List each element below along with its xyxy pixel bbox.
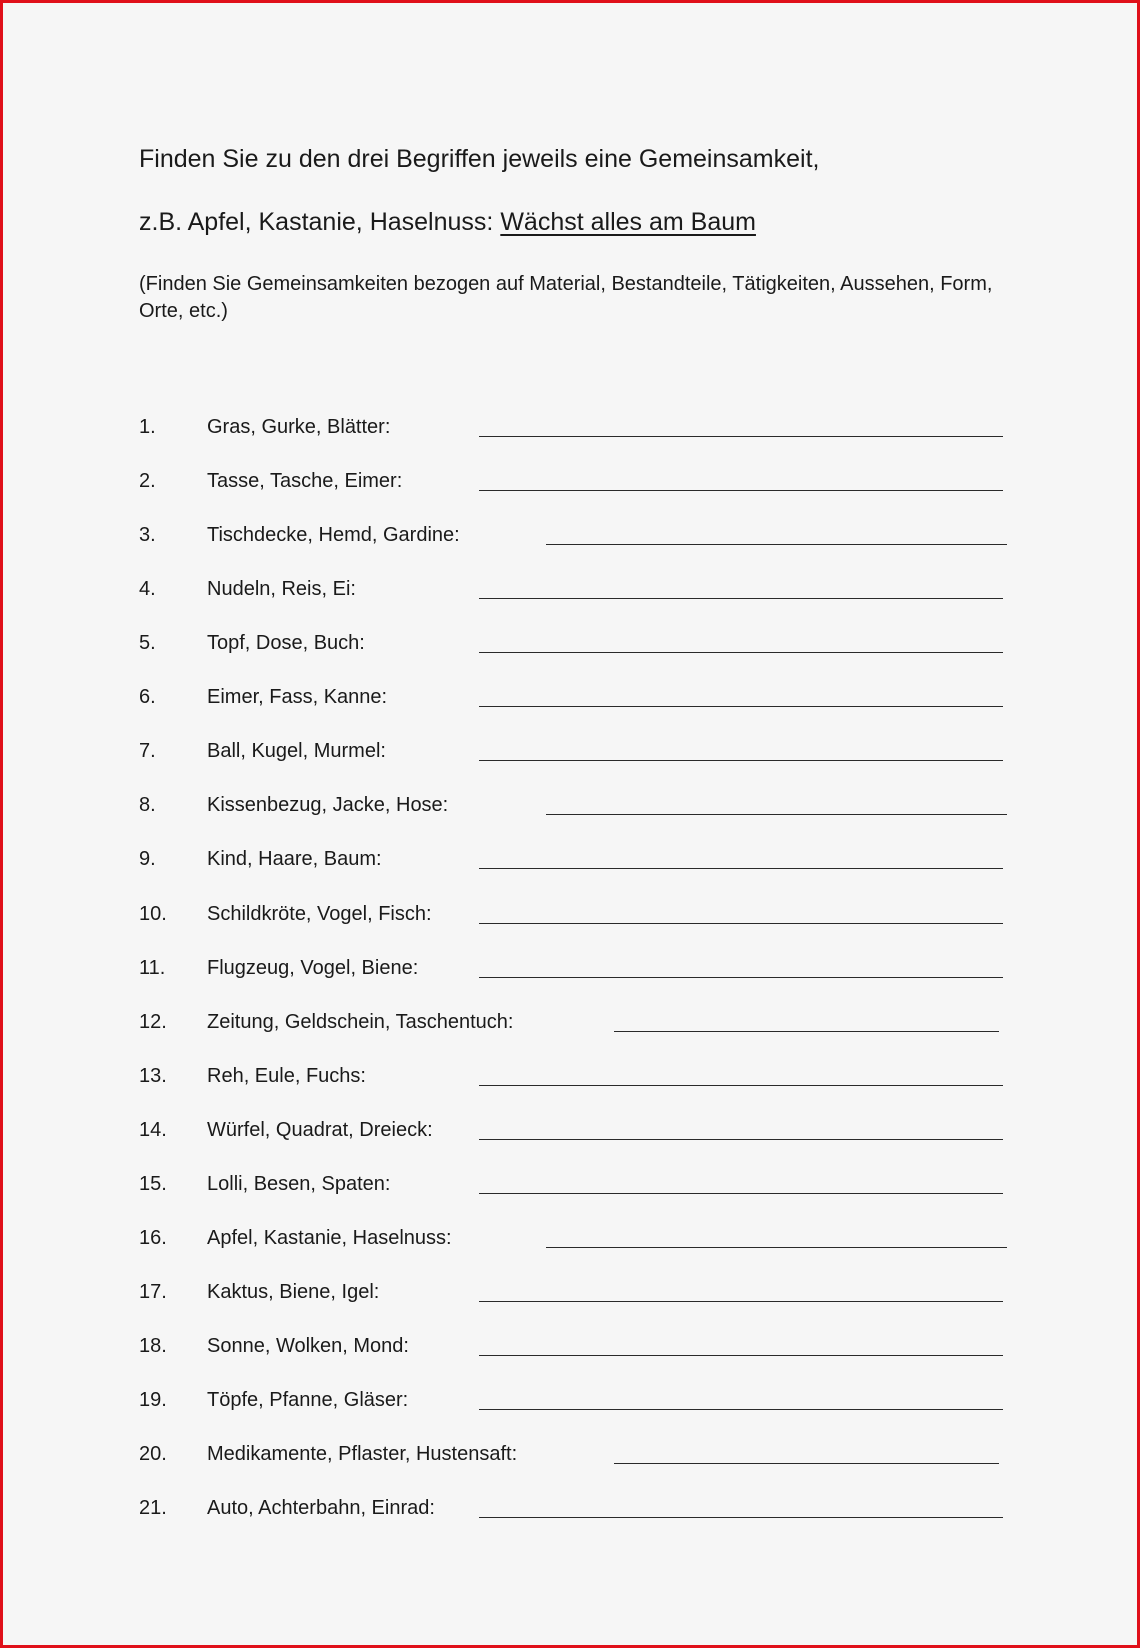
task-row — [3, 684, 1140, 714]
answer-line[interactable] — [479, 1085, 1003, 1086]
task-row — [3, 630, 1140, 660]
task-row — [3, 1279, 1140, 1309]
task-row — [3, 1009, 1140, 1039]
answer-line[interactable] — [546, 814, 1007, 815]
answer-line[interactable] — [479, 1193, 1003, 1194]
task-terms: Reh, Eule, Fuchs: — [207, 1064, 366, 1087]
task-row — [3, 1171, 1140, 1201]
task-terms: Tasse, Tasche, Eimer: — [207, 470, 403, 493]
task-number: 4. — [139, 578, 156, 601]
task-terms: Schildkröte, Vogel, Fisch: — [207, 902, 432, 925]
instruction-text: Finden Sie zu den drei Begriffen jeweils eine Gemeinsamkeit, — [139, 145, 820, 173]
answer-line[interactable] — [479, 490, 1003, 491]
task-terms: Nudeln, Reis, Ei: — [207, 578, 356, 601]
task-number: 17. — [139, 1280, 167, 1303]
task-row — [3, 901, 1140, 931]
answer-line[interactable] — [546, 1247, 1007, 1248]
answer-line[interactable] — [479, 1301, 1003, 1302]
task-terms: Lolli, Besen, Spaten: — [207, 1172, 391, 1195]
task-terms: Töpfe, Pfanne, Gläser: — [207, 1388, 409, 1411]
answer-line[interactable] — [479, 436, 1003, 437]
task-number: 18. — [139, 1334, 167, 1357]
task-terms: Kind, Haare, Baum: — [207, 848, 382, 871]
task-terms: Kaktus, Biene, Igel: — [207, 1280, 380, 1303]
example-answer: Wächst alles am Baum — [500, 208, 756, 236]
task-terms: Medikamente, Pflaster, Hustensaft: — [207, 1443, 518, 1465]
answer-line[interactable] — [546, 544, 1007, 545]
task-terms: Tischdecke, Hemd, Gardine: — [207, 524, 460, 547]
task-terms: Gras, Gurke, Blätter: — [207, 416, 391, 438]
task-number: 2. — [139, 470, 156, 493]
task-number: 9. — [139, 848, 156, 871]
example-prefix: z.B. Apfel, Kastanie, Haselnuss: — [139, 208, 494, 236]
task-row — [3, 1063, 1140, 1093]
task-terms: Topf, Dose, Buch: — [207, 632, 365, 655]
task-number: 3. — [139, 524, 156, 547]
task-list — [3, 3, 1140, 1651]
task-terms: Eimer, Fass, Kanne: — [207, 686, 388, 709]
task-number: 19. — [139, 1388, 167, 1411]
task-row — [3, 955, 1140, 985]
task-number: 8. — [139, 794, 156, 817]
task-row — [3, 1495, 1140, 1525]
answer-line[interactable] — [614, 1031, 999, 1032]
task-row — [3, 576, 1140, 606]
answer-line[interactable] — [479, 1139, 1003, 1140]
task-row — [3, 792, 1140, 822]
task-row — [3, 522, 1140, 552]
task-row — [3, 1333, 1140, 1363]
answer-line[interactable] — [479, 706, 1003, 707]
task-number: 7. — [139, 740, 156, 763]
task-number: 10. — [139, 902, 167, 925]
answer-line[interactable] — [479, 1355, 1003, 1356]
task-row — [3, 414, 1140, 444]
task-row — [3, 1441, 1140, 1471]
task-terms: Sonne, Wolken, Mond: — [207, 1334, 409, 1357]
task-number: 6. — [139, 686, 156, 709]
task-number: 21. — [139, 1497, 167, 1519]
task-number: 11. — [139, 956, 166, 979]
task-terms: Zeitung, Geldschein, Taschentuch: — [207, 1010, 514, 1033]
answer-line[interactable] — [479, 760, 1003, 761]
answer-line[interactable] — [479, 598, 1003, 599]
task-terms: Kissenbezug, Jacke, Hose: — [207, 794, 449, 817]
answer-line[interactable] — [614, 1463, 999, 1464]
answer-line[interactable] — [479, 1409, 1003, 1410]
task-number: 14. — [139, 1118, 167, 1141]
task-terms: Ball, Kugel, Murmel: — [207, 740, 386, 763]
answer-line[interactable] — [479, 977, 1003, 978]
task-terms: Flugzeug, Vogel, Biene: — [207, 956, 419, 979]
task-number: 13. — [139, 1064, 167, 1087]
task-row — [3, 738, 1140, 768]
task-row — [3, 846, 1140, 876]
answer-line[interactable] — [479, 652, 1003, 653]
task-row — [3, 1387, 1140, 1417]
answer-line[interactable] — [479, 923, 1003, 924]
task-terms: Apfel, Kastanie, Haselnuss: — [207, 1226, 452, 1249]
task-row — [3, 1225, 1140, 1255]
task-number: 5. — [139, 632, 156, 655]
task-number: 15. — [139, 1172, 167, 1195]
answer-line[interactable] — [479, 1517, 1003, 1518]
task-number: 16. — [139, 1226, 167, 1249]
hint-text: (Finden Sie Gemeinsamkeiten bezogen auf Material, Bestandteile, Tätigkeiten, Aussehen, Form, Orte, etc.) — [139, 273, 993, 322]
task-terms: Würfel, Quadrat, Dreieck: — [207, 1118, 433, 1141]
task-row — [3, 468, 1140, 498]
answer-line[interactable] — [479, 868, 1003, 869]
task-terms: Auto, Achterbahn, Einrad: — [207, 1497, 435, 1519]
task-number: 20. — [139, 1443, 167, 1465]
task-number: 1. — [139, 416, 156, 438]
task-row — [3, 1117, 1140, 1147]
task-number: 12. — [139, 1010, 167, 1033]
